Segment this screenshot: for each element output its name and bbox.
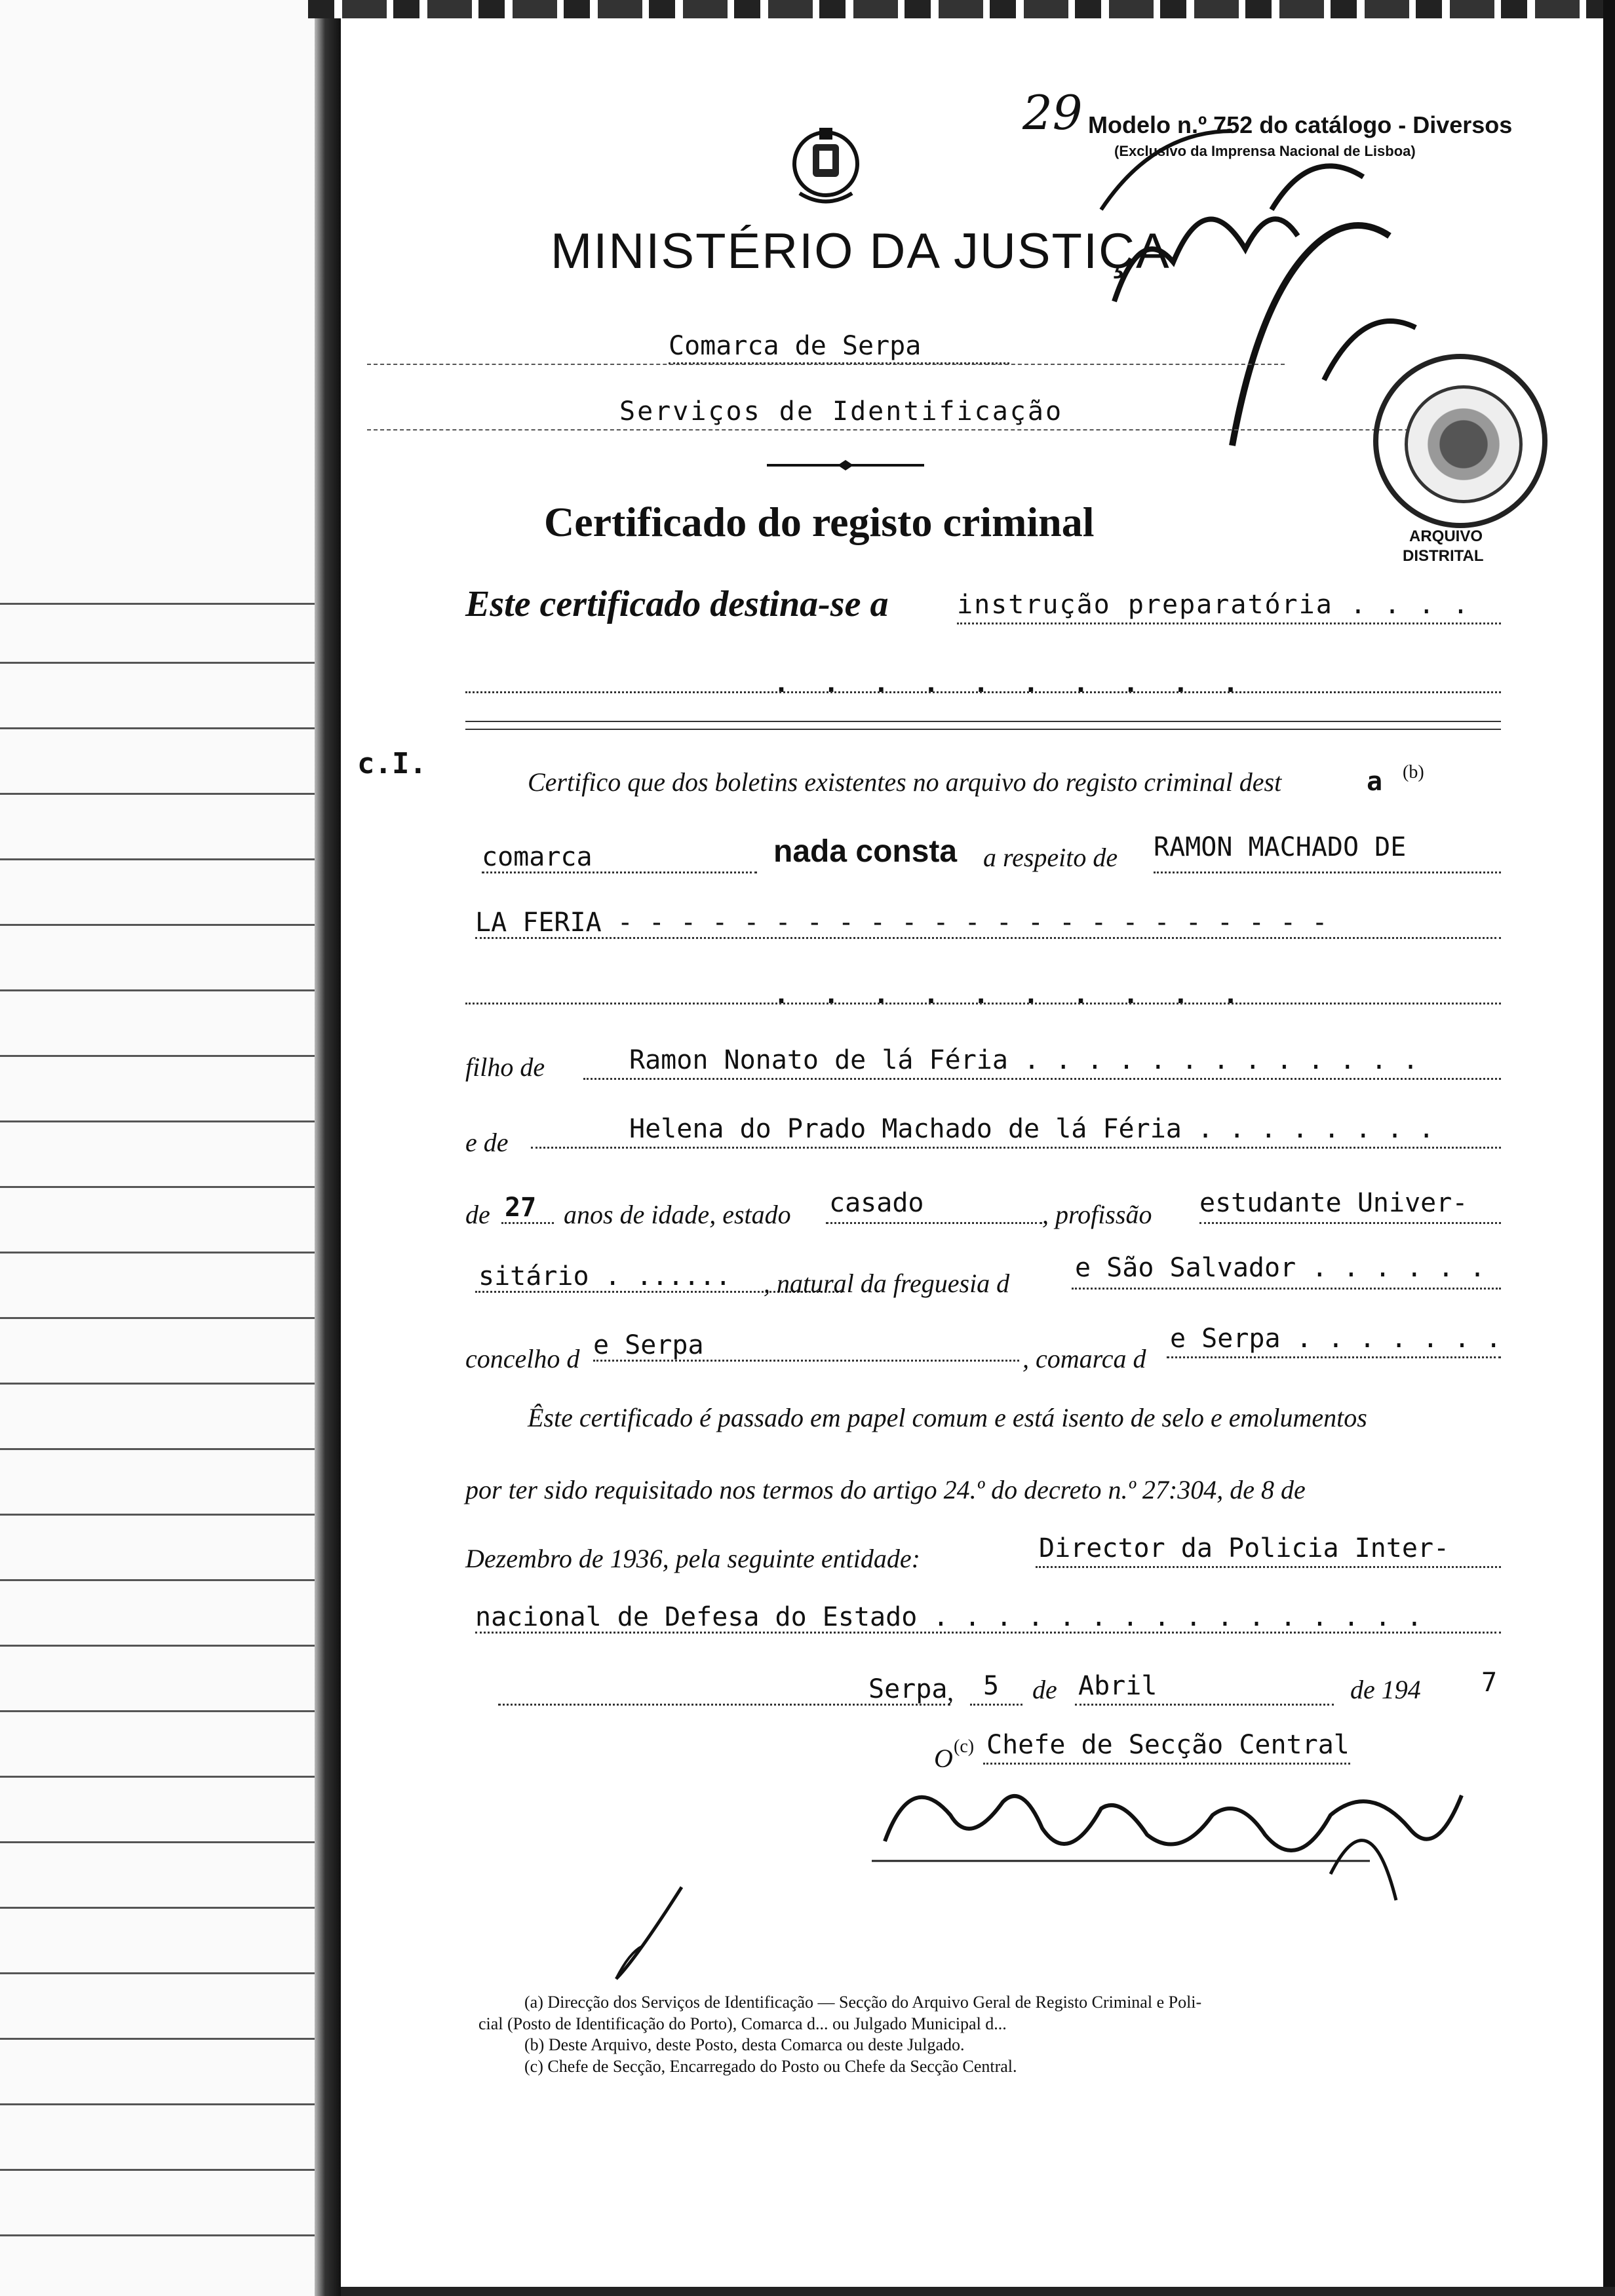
page-rule: [0, 1645, 315, 1647]
dotted-line: [1167, 1356, 1501, 1358]
double-rule: [465, 721, 1501, 722]
dotted-line: [970, 1704, 1022, 1706]
page-rule: [0, 924, 315, 926]
footnote-ref-b: (b): [1403, 762, 1424, 782]
page-rule: [0, 2169, 315, 2171]
page-rule: [0, 1841, 315, 1843]
dots-row: . . . . . . . . . .: [773, 668, 1248, 698]
subject-name-line-1: RAMON MACHADO DE: [1154, 832, 1407, 862]
estado-value: casado: [829, 1188, 924, 1218]
dotted-line: [465, 691, 1501, 693]
model-line: Modelo n.º 752 do catálogo - Diversos: [1088, 111, 1513, 138]
date-month: Abril: [1078, 1671, 1158, 1701]
certificado-line-1: Êste certificado é passado em papel comum e está isento de selo e emolumentos: [528, 1403, 1367, 1432]
date-comma: ,: [947, 1677, 954, 1706]
pen-stroke-mark: [610, 1881, 688, 1985]
certifico-suffix: a: [1367, 767, 1383, 797]
left-facing-page: [0, 0, 341, 2296]
dotted-line: [1036, 1566, 1501, 1568]
header-rule: [367, 429, 1514, 430]
certifico-text: Certifico que dos boletins existentes no arquivo do registo criminal dest: [528, 767, 1282, 797]
page-rule: [0, 989, 315, 991]
date-day: 5: [983, 1671, 1000, 1701]
footnote-c: (c) Chefe de Secção, Encarregado do Posto ou Chefe da Secção Central.: [524, 2056, 1017, 2076]
comarca-line: [669, 362, 1009, 364]
profissao-value-1: estudante Univer-: [1199, 1188, 1468, 1218]
archive-seal-stamp: [1373, 354, 1547, 528]
page-rule: [0, 2103, 315, 2105]
page-rule: [0, 1972, 315, 1974]
marginal-note: c.I.: [357, 747, 427, 780]
dotted-line: [465, 1003, 1501, 1004]
filho-label: filho de: [465, 1052, 545, 1082]
scan-edge-right: [1603, 0, 1615, 2296]
anos-label: anos de idade, estado: [564, 1200, 791, 1229]
certifico-comarca: comarca: [482, 842, 593, 872]
footnote-a-line-1: (a) Direcção dos Serviços de Identificação — Secção do Arquivo Geral de Registo Criminal e Poli-: [524, 1993, 1202, 2012]
stamp-label: DISTRITAL: [1403, 547, 1484, 565]
dotted-line: [1075, 1704, 1334, 1706]
dotted-line: [583, 1078, 1501, 1080]
dotted-line: [1199, 1222, 1501, 1224]
handwritten-signature: [872, 1756, 1475, 1913]
page-rule: [0, 2038, 315, 2040]
footnotes: [478, 1992, 1201, 2077]
date-de-1: de: [1032, 1675, 1057, 1704]
concelho-value: e Serpa: [593, 1330, 704, 1360]
respeito-label: a respeito de: [983, 843, 1118, 872]
age-value: 27: [505, 1193, 537, 1223]
filho-value: Ramon Nonato de lá Féria . . . . . . . . . . . . .: [629, 1045, 1419, 1075]
folio-number: 29: [1022, 85, 1083, 140]
signature-title: Chefe de Secção Central: [986, 1730, 1350, 1760]
dotted-line: [1154, 871, 1501, 873]
e-de-value: Helena do Prado Machado de lá Féria . . . . . . . .: [629, 1114, 1435, 1144]
ministry-title: MINISTÉRIO DA JUSTIÇA: [551, 223, 1171, 279]
profissao-value-2: sitário . ......: [478, 1261, 731, 1292]
nada-consta: nada consta: [773, 834, 958, 869]
footnote-a-line-2: cial (Posto de Identificação do Porto), Comarca d... ou Julgado Municipal d...: [478, 2014, 1007, 2033]
page-rule: [0, 1383, 315, 1385]
comarca-label: , comarca d: [1022, 1344, 1146, 1373]
page-rule: [0, 1448, 315, 1450]
divider-ornament-icon: [767, 459, 924, 472]
certificado-line-3: Dezembro de 1936, pela seguinte entidade:: [465, 1544, 920, 1573]
concelho-label: concelho d: [465, 1344, 580, 1373]
page-rule: [0, 793, 315, 795]
model-sub: (Exclusivo da Imprensa Nacional de Lisboa): [1114, 143, 1416, 159]
double-rule: [465, 729, 1501, 730]
page-rule: [0, 603, 315, 605]
dotted-line: [531, 1147, 1501, 1149]
subject-name-line-2: LA FERIA - - - - - - - - - - - - - - - - - - - - - - -: [475, 908, 1328, 938]
date-de-2: de 194: [1350, 1675, 1421, 1704]
dotted-line: [1072, 1288, 1501, 1290]
page-rule: [0, 1317, 315, 1319]
entidade-value-2: nacional de Defesa do Estado . . . . . . . . . . . . . . . .: [475, 1602, 1422, 1632]
dots-row: . . . . . . . . . .: [773, 980, 1248, 1010]
dotted-line: [475, 937, 1501, 939]
dotted-line: [498, 1704, 950, 1706]
dotted-line: [593, 1360, 1019, 1362]
dotted-line: [826, 1222, 1042, 1224]
dotted-line: [475, 1632, 1501, 1634]
freguesia-value: e São Salvador . . . . . .: [1075, 1253, 1486, 1283]
coat-of-arms-icon: [787, 124, 865, 210]
entidade-value-1: Director da Policia Inter-: [1039, 1533, 1450, 1563]
comarca-value: e Serpa . . . . . . .: [1170, 1324, 1502, 1354]
signature-prefix: O: [934, 1744, 953, 1773]
dotted-line: [482, 871, 757, 873]
natural-label: , natural da freguesia d: [764, 1269, 1010, 1298]
certificate-document: [367, 0, 1593, 2296]
servicos-heading: Serviços de Identificação: [619, 396, 1064, 427]
page-rule: [0, 1514, 315, 1516]
destina-value: instrução preparatória . . . .: [957, 590, 1470, 620]
date-year-digit: 7: [1481, 1668, 1498, 1698]
page-rule: [0, 1579, 315, 1581]
book-binding: [315, 0, 341, 2296]
page-rule: [0, 1252, 315, 1253]
stamp-label: ARQUIVO: [1409, 527, 1483, 545]
profissao-label: , profissão: [1042, 1200, 1152, 1229]
page-rule: [0, 858, 315, 860]
footnote-ref-c: (c): [954, 1736, 975, 1757]
footnote-b: (b) Deste Arquivo, deste Posto, desta Comarca ou deste Julgado.: [524, 2035, 965, 2054]
date-local: Serpa: [868, 1674, 948, 1704]
destina-line: [957, 622, 1501, 624]
page-rule: [0, 1120, 315, 1122]
de-label: de: [465, 1200, 490, 1229]
destina-label: Este certificado destina-se a: [465, 584, 889, 624]
page-rule: [0, 2234, 315, 2236]
page-rule: [0, 1776, 315, 1778]
page-rule: [0, 1055, 315, 1057]
comarca-heading: Comarca de Serpa: [669, 331, 922, 361]
page-rule: [0, 662, 315, 664]
page-rule: [0, 1907, 315, 1909]
certificado-line-2: por ter sido requisitado nos termos do artigo 24.º do decreto n.º 27:304, de 8 de: [465, 1475, 1306, 1504]
certificate-title: Certificado do registo criminal: [544, 499, 1095, 545]
page-rule: [0, 1186, 315, 1188]
page-rule: [0, 1710, 315, 1712]
dotted-line: [501, 1222, 554, 1224]
page-rule: [0, 727, 315, 729]
e-de-label: e de: [465, 1128, 509, 1157]
